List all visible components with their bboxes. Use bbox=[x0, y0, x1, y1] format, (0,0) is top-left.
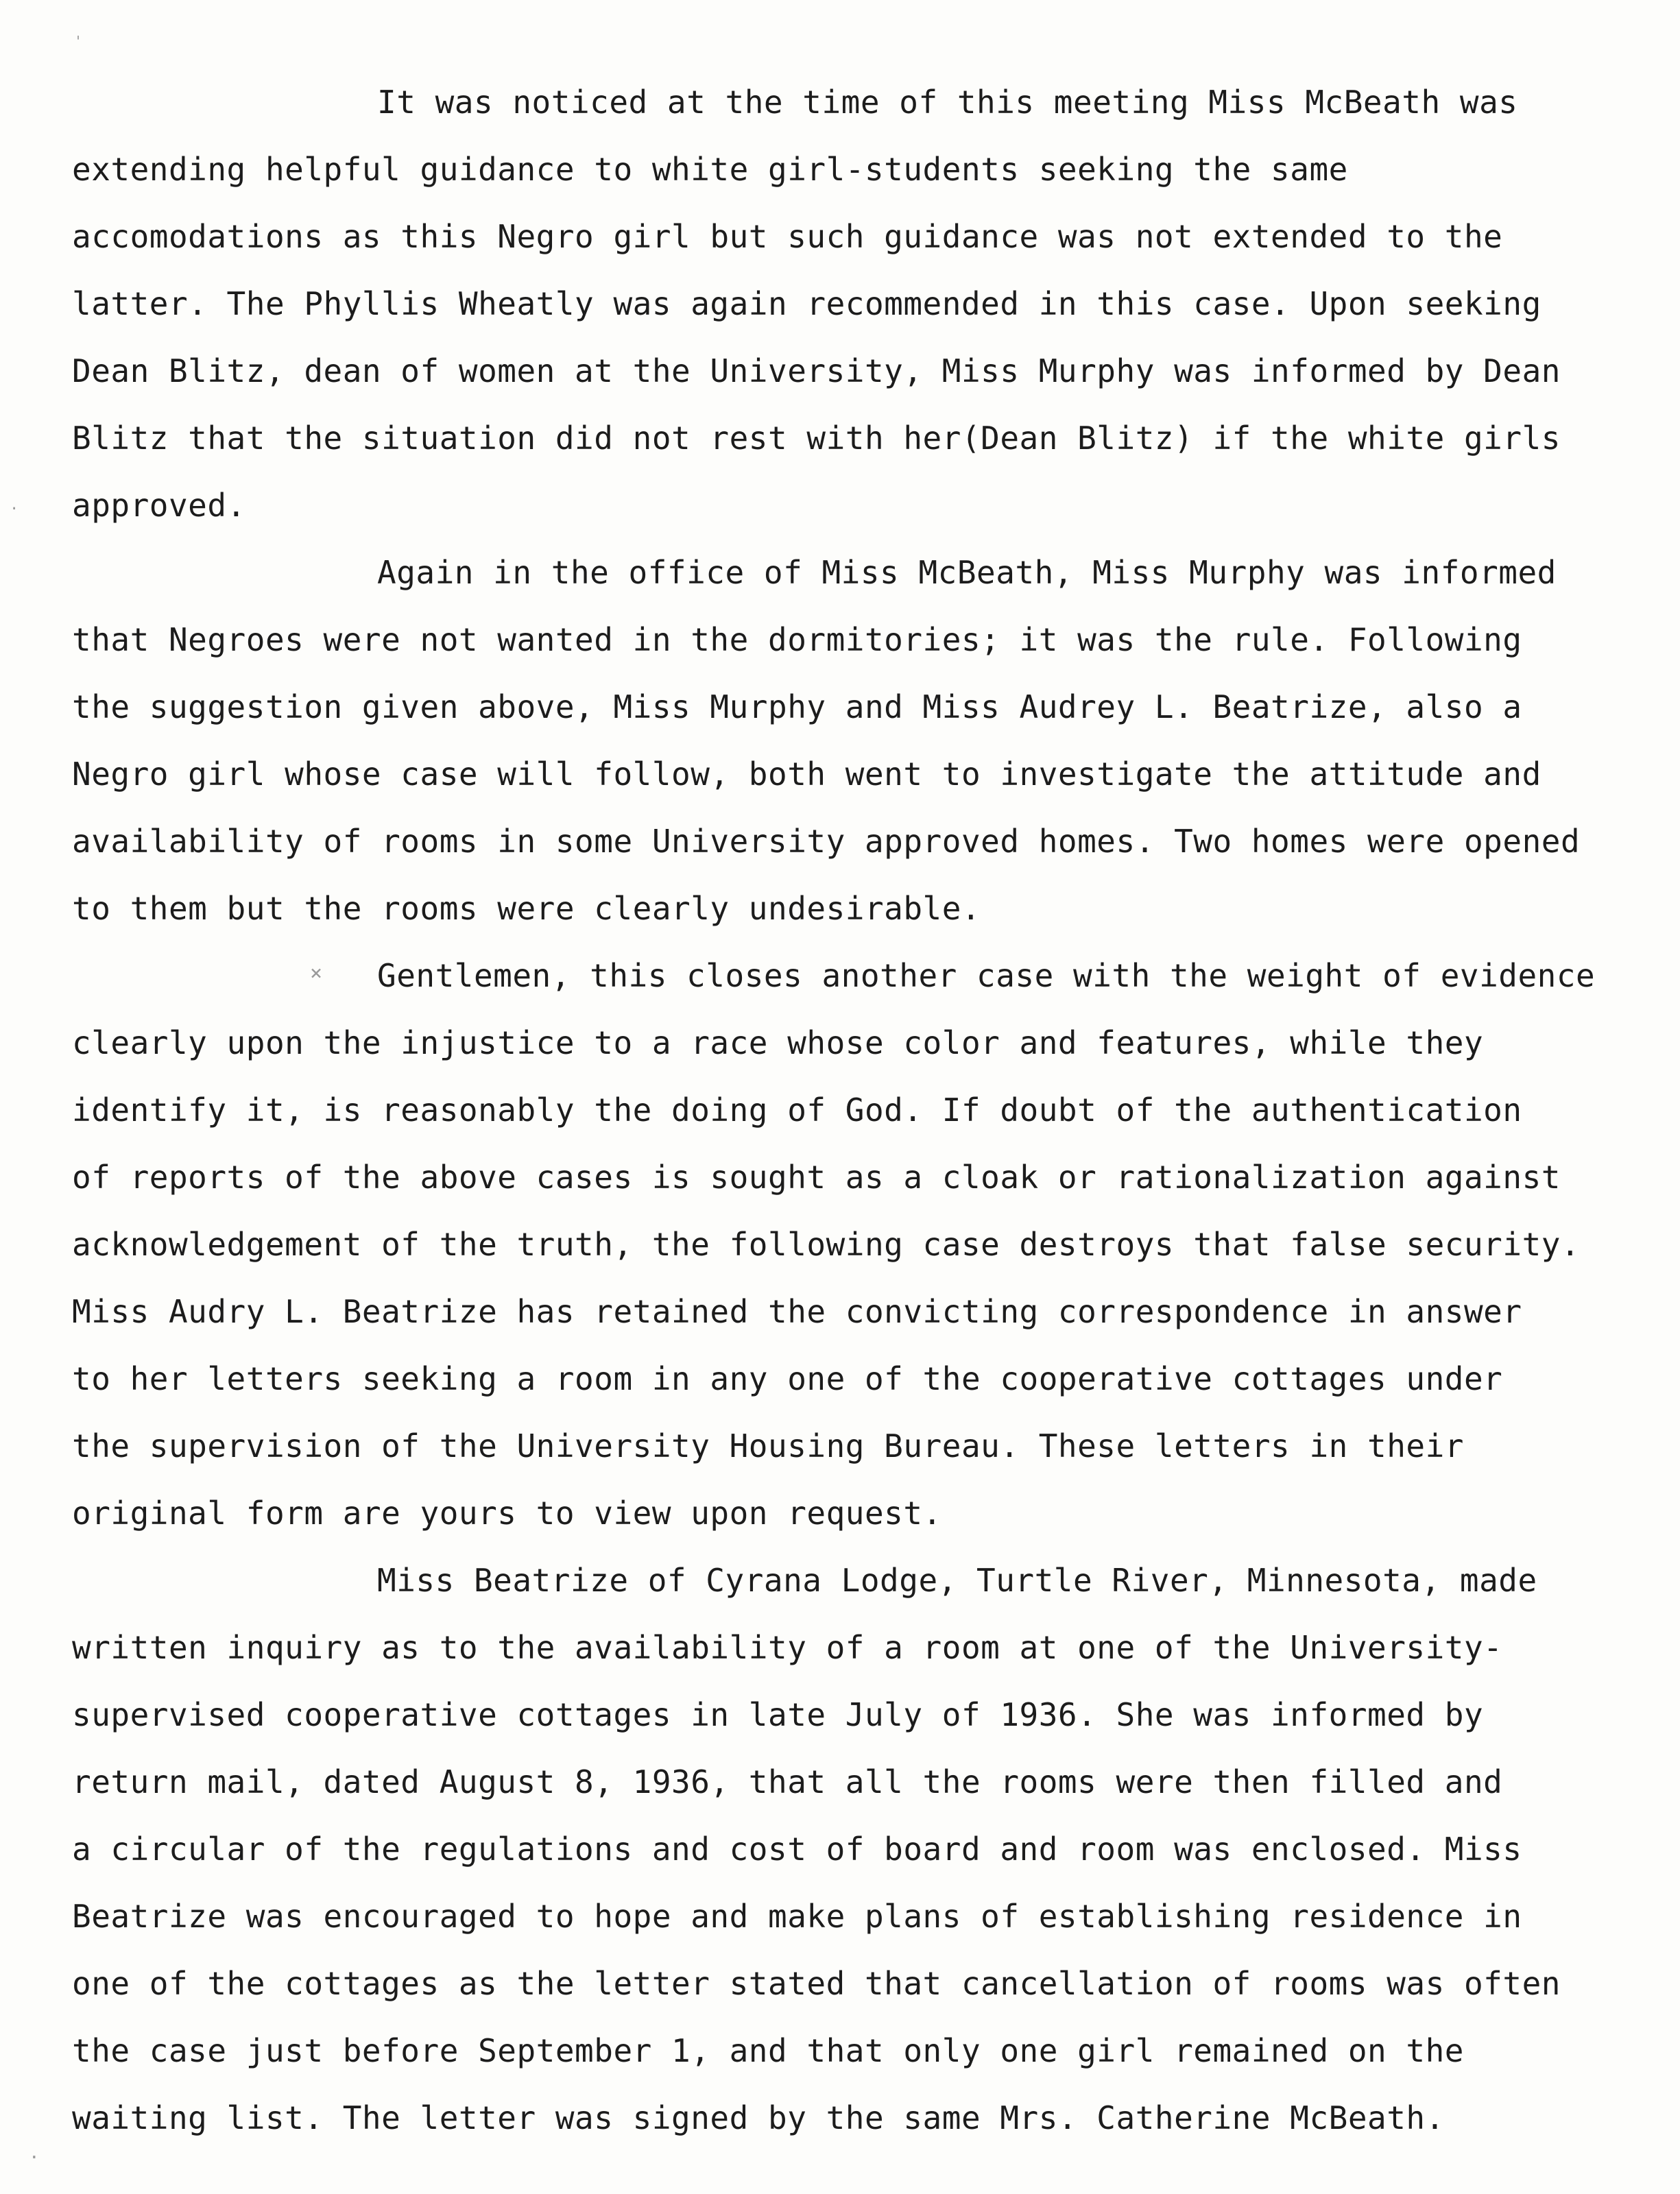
text-line: Negro girl whose case will follow, both went to investigate the attitude and bbox=[72, 756, 1541, 793]
text-line: approved. bbox=[72, 487, 246, 524]
text-line: supervised cooperative cottages in late July of 1936. She was informed by bbox=[72, 1696, 1484, 1733]
text-line: a circular of the regulations and cost of board and room was enclosed. Miss bbox=[72, 1831, 1522, 1868]
text-line: to her letters seeking a room in any one of the cooperative cottages under bbox=[72, 1360, 1503, 1397]
scan-speck: · bbox=[10, 501, 19, 518]
text-line: of reports of the above cases is sought as a cloak or rationalization against bbox=[72, 1159, 1561, 1196]
text-line: to them but the rooms were clearly undesirable. bbox=[72, 890, 981, 927]
text-line: Miss Audry L. Beatrize has retained the convicting correspondence in answer bbox=[72, 1293, 1522, 1330]
text-line: availability of rooms in some University approved homes. Two homes were opened bbox=[72, 823, 1581, 860]
document-body bbox=[72, 69, 1680, 2151]
text-line: clearly upon the injustice to a race whose color and features, while they bbox=[72, 1024, 1484, 1061]
text-line: accomodations as this Negro girl but such guidance was not extended to the bbox=[72, 218, 1503, 255]
text-line: Dean Blitz, dean of women at the University, Miss Murphy was informed by Dean bbox=[72, 352, 1561, 389]
margin-mark: × bbox=[310, 961, 323, 985]
text-line: the supervision of the University Housing Bureau. These letters in their bbox=[72, 1427, 1464, 1464]
scan-speck: ' bbox=[74, 33, 83, 49]
text-line: identify it, is reasonably the doing of God. If doubt of the authentication bbox=[72, 1092, 1522, 1129]
text-line: Gentlemen, this closes another case with the weight of evidence bbox=[377, 957, 1596, 994]
text-line: Again in the office of Miss McBeath, Miss Murphy was informed bbox=[377, 554, 1557, 591]
text-line: original form are yours to view upon request. bbox=[72, 1495, 942, 1532]
text-line: Blitz that the situation did not rest with her(Dean Blitz) if the white girls bbox=[72, 420, 1561, 457]
scan-speck: · bbox=[29, 2147, 40, 2168]
text-line: Beatrize was encouraged to hope and make plans of establishing residence in bbox=[72, 1898, 1522, 1935]
text-line: the case just before September 1, and that only one girl remained on the bbox=[72, 2032, 1464, 2069]
text-line: return mail, dated August 8, 1936, that all the rooms were then filled and bbox=[72, 1763, 1503, 1800]
text-line: that Negroes were not wanted in the dormitories; it was the rule. Following bbox=[72, 621, 1522, 658]
text-line: waiting list. The letter was signed by the same Mrs. Catherine McBeath. bbox=[72, 2099, 1445, 2136]
text-line: written inquiry as to the availability of a room at one of the University- bbox=[72, 1629, 1503, 1666]
text-line: acknowledgement of the truth, the following case destroys that false security. bbox=[72, 1226, 1581, 1263]
text-line: It was noticed at the time of this meeting Miss McBeath was bbox=[377, 84, 1518, 121]
text-line: extending helpful guidance to white girl-students seeking the same bbox=[72, 151, 1348, 188]
text-line: Miss Beatrize of Cyrana Lodge, Turtle River, Minnesota, made bbox=[377, 1562, 1537, 1599]
text-line: the suggestion given above, Miss Murphy and Miss Audrey L. Beatrize, also a bbox=[72, 688, 1522, 725]
text-line: one of the cottages as the letter stated that cancellation of rooms was often bbox=[72, 1965, 1561, 2002]
text-line: latter. The Phyllis Wheatly was again recommended in this case. Upon seeking bbox=[72, 285, 1541, 322]
